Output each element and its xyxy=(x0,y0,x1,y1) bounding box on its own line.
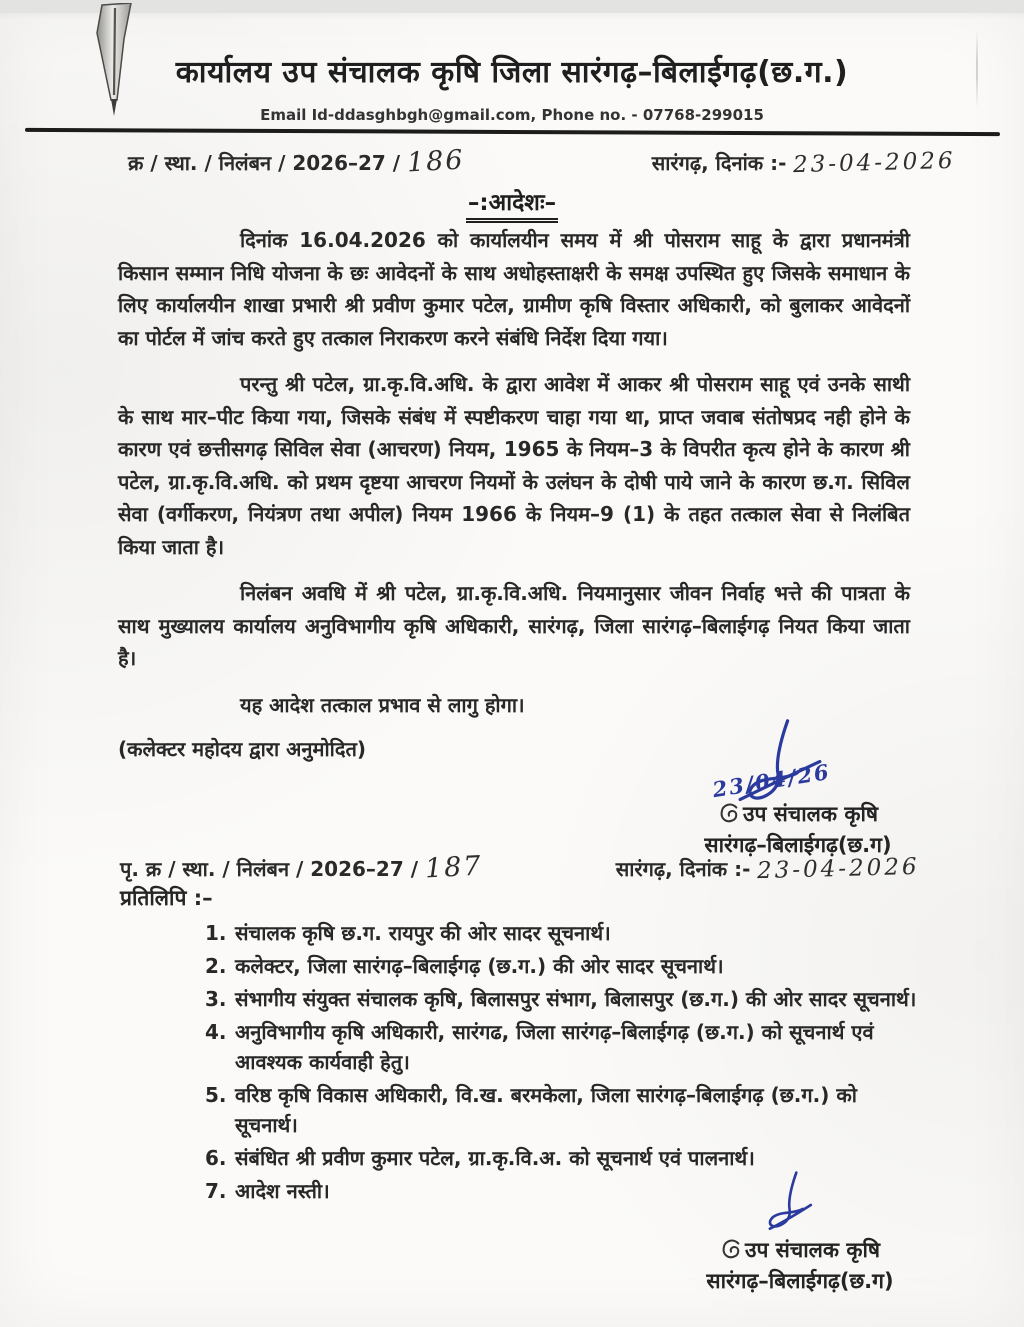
for-mark-icon xyxy=(720,1237,742,1261)
copy-item: 2. कलेक्टर, जिला सारंगढ़–बिलाईगढ़ (छ.ग.) की ओर सादर सूचनार्थ। xyxy=(205,954,724,978)
reference-number-printed: क्र / स्था. / निलंबन / 2026–27 / xyxy=(128,151,401,175)
order-body xyxy=(118,224,910,766)
office-contact-line: Email Id-ddasghbgh@gmail.com, Phone no. - 07768-299015 xyxy=(260,106,764,124)
copy-item: 6. संबंधित श्री प्रवीण कुमार पटेल, ग्रा.कृ.वि.अ. को सूचनार्थ एवं पालनार्थ। xyxy=(205,1146,755,1170)
approval-note: (कलेक्टर महोदय द्वारा अनुमोदित) xyxy=(118,737,366,761)
order-paragraph-2: परन्तु श्री पटेल, ग्रा.कृ.वि.अधि. के द्वारा आवेश में आकर श्री पोसराम साहू एवं उनके साथी के साथ मार–पीट किया गया, जिसके संबंध में स्पष्टीकरण चाहा गया था, प्राप्त जवाब संतोषप्रद नही होने के कारण एवं छत्तीसगढ़ सिविल सेवा (आचरण) नियम, 1965 के नियम–3 के विपरीत कृत्य होने के कारण श्री पटेल, ग्रा.कृ.वि.अधि. को प्रथम दृष्टया आचरण नियमों के उलंघन के दोषी पाये जाने के कारण छ.ग. सिविल सेवा (वर्गीकरण, नियंत्रण तथा अपील) नियम 1966 के नियम–9 (1) के तहत तत्काल सेवा से निलंबित किया जाता है। xyxy=(118,372,910,559)
signatory-office: सारंगढ़–बिलाईगढ़(छ.ग) xyxy=(704,833,892,857)
copies-heading: प्रतिलिपि :– xyxy=(120,886,213,910)
copy-item: 4. अनुविभागीय कृषि अधिकारी, सारंगढ, जिला सारंगढ़–बिलाईगढ़ (छ.ग.) को सूचनार्थ एवं आवश्यक कार्यवाही हेतु। xyxy=(205,1020,874,1074)
header-divider xyxy=(25,128,1000,136)
copy-item: 3. संभागीय संयुक्त संचालक कृषि, बिलासपुर संभाग, बिलासपुर (छ.ग.) की ओर सादर सूचनार्थ। xyxy=(205,987,917,1011)
signatory-designation: उप संचालक कृषि xyxy=(648,800,948,828)
copy-item: 1. संचालक कृषि छ.ग. रायपुर की ओर सादर सूचनार्थ। xyxy=(205,921,611,945)
signature-block-endorsement xyxy=(660,1170,940,1320)
endorsement-place-date xyxy=(615,853,921,885)
endorsement-reference-handwritten: 187 xyxy=(424,850,484,885)
place-date xyxy=(651,147,957,179)
copy-item: 7. आदेश नस्ती। xyxy=(205,1179,330,1203)
reference-number xyxy=(128,146,465,177)
order-paragraph-1: दिनांक 16.04.2026 को कार्यालयीन समय में श्री पोसराम साहू के द्वारा प्रधानमंत्री किसान सम्मान निधि योजना के छः आवेदनों के साथ अधोहस्ताक्षरी के समक्ष उपस्थित हुए जिसके समाधान के लिए कार्यालयीन शाखा प्रभारी श्री प्रवीण कुमार पटेल, ग्रामीण कृषि विस्तार अधिकारी, को बुलाकर आवेदनों का पोर्टल में जांच करते हुए तत्काल निराकरण करने संबंधि निर्देश दिया गया। xyxy=(118,228,910,350)
signatory-office: सारंगढ़–बिलाईगढ़(छ.ग) xyxy=(706,1269,894,1293)
order-heading: –:आदेशः– xyxy=(0,185,1024,223)
signatory-designation: उप संचालक कृषि xyxy=(660,1236,940,1264)
order-effect-line: यह आदेश तत्काल प्रभाव से लागु होगा। xyxy=(240,692,525,717)
place-date-printed: सारंगढ़, दिनांक :- xyxy=(651,151,787,175)
copy-distribution-list xyxy=(205,918,923,1209)
reference-row xyxy=(128,146,956,177)
reference-number-handwritten: 186 xyxy=(406,144,466,179)
paper-crease-line xyxy=(976,30,978,108)
endorsement-place-date-printed: सारंगढ़, दिनांक :- xyxy=(615,857,751,881)
endorsement-reference-printed: पृ. क्र / स्था. / निलंबन / 2026–27 / xyxy=(120,857,419,881)
endorsement-place-date-handwritten: 23-04-2026 xyxy=(757,853,921,885)
for-mark-icon xyxy=(718,801,740,825)
order-paragraph-3: निलंबन अवधि में श्री पटेल, ग्रा.कृ.वि.अधि. नियमानुसार जीवन निर्वाह भत्ते की पात्रता के साथ मुख्यालय कार्यालय अनुविभागीय कृषि अधिकारी, सारंगढ़, जिला सारंगढ़–बिलाईगढ़ नियत किया जाता है। xyxy=(118,581,910,670)
signature-flourish-icon xyxy=(758,1170,824,1234)
endorsement-reference-number xyxy=(120,852,483,883)
copy-item: 5. वरिष्ठ कृषि विकास अधिकारी, वि.ख. बरमकेला, जिला सारंगढ़–बिलाईगढ़ (छ.ग.) को सूचनार्थ। xyxy=(205,1083,857,1137)
signature-date-handwritten: 23/04/26 xyxy=(710,758,833,803)
place-date-handwritten: 23-04-2026 xyxy=(793,147,957,179)
endorsement-reference-row xyxy=(120,852,920,883)
office-title: कार्यालय उप संचालक कृषि जिला सारंगढ़–बिलाईगढ़(छ.ग.) xyxy=(175,55,849,90)
